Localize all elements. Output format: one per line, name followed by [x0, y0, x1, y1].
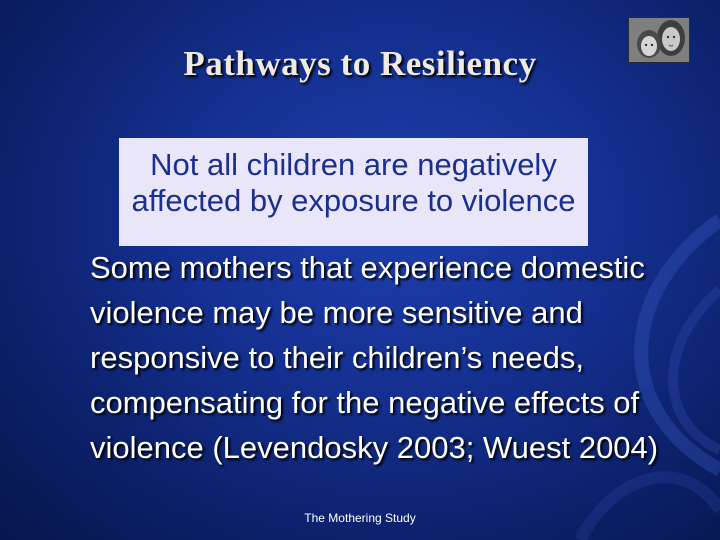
slide-title: Pathways to Resiliency: [183, 44, 537, 83]
mother-child-photo: [628, 17, 690, 63]
slide-footer: The Mothering Study: [304, 511, 416, 525]
body-paragraph: Some mothers that experience domestic violence may be more sensitive and responsive to their children’s needs, compensating for the negative effects of violence (Levendosky 2003; Wuest 2004): [90, 250, 659, 465]
callout-box: [119, 138, 588, 246]
callout-text: Not all children are negatively affected by exposure to violence: [131, 147, 576, 218]
